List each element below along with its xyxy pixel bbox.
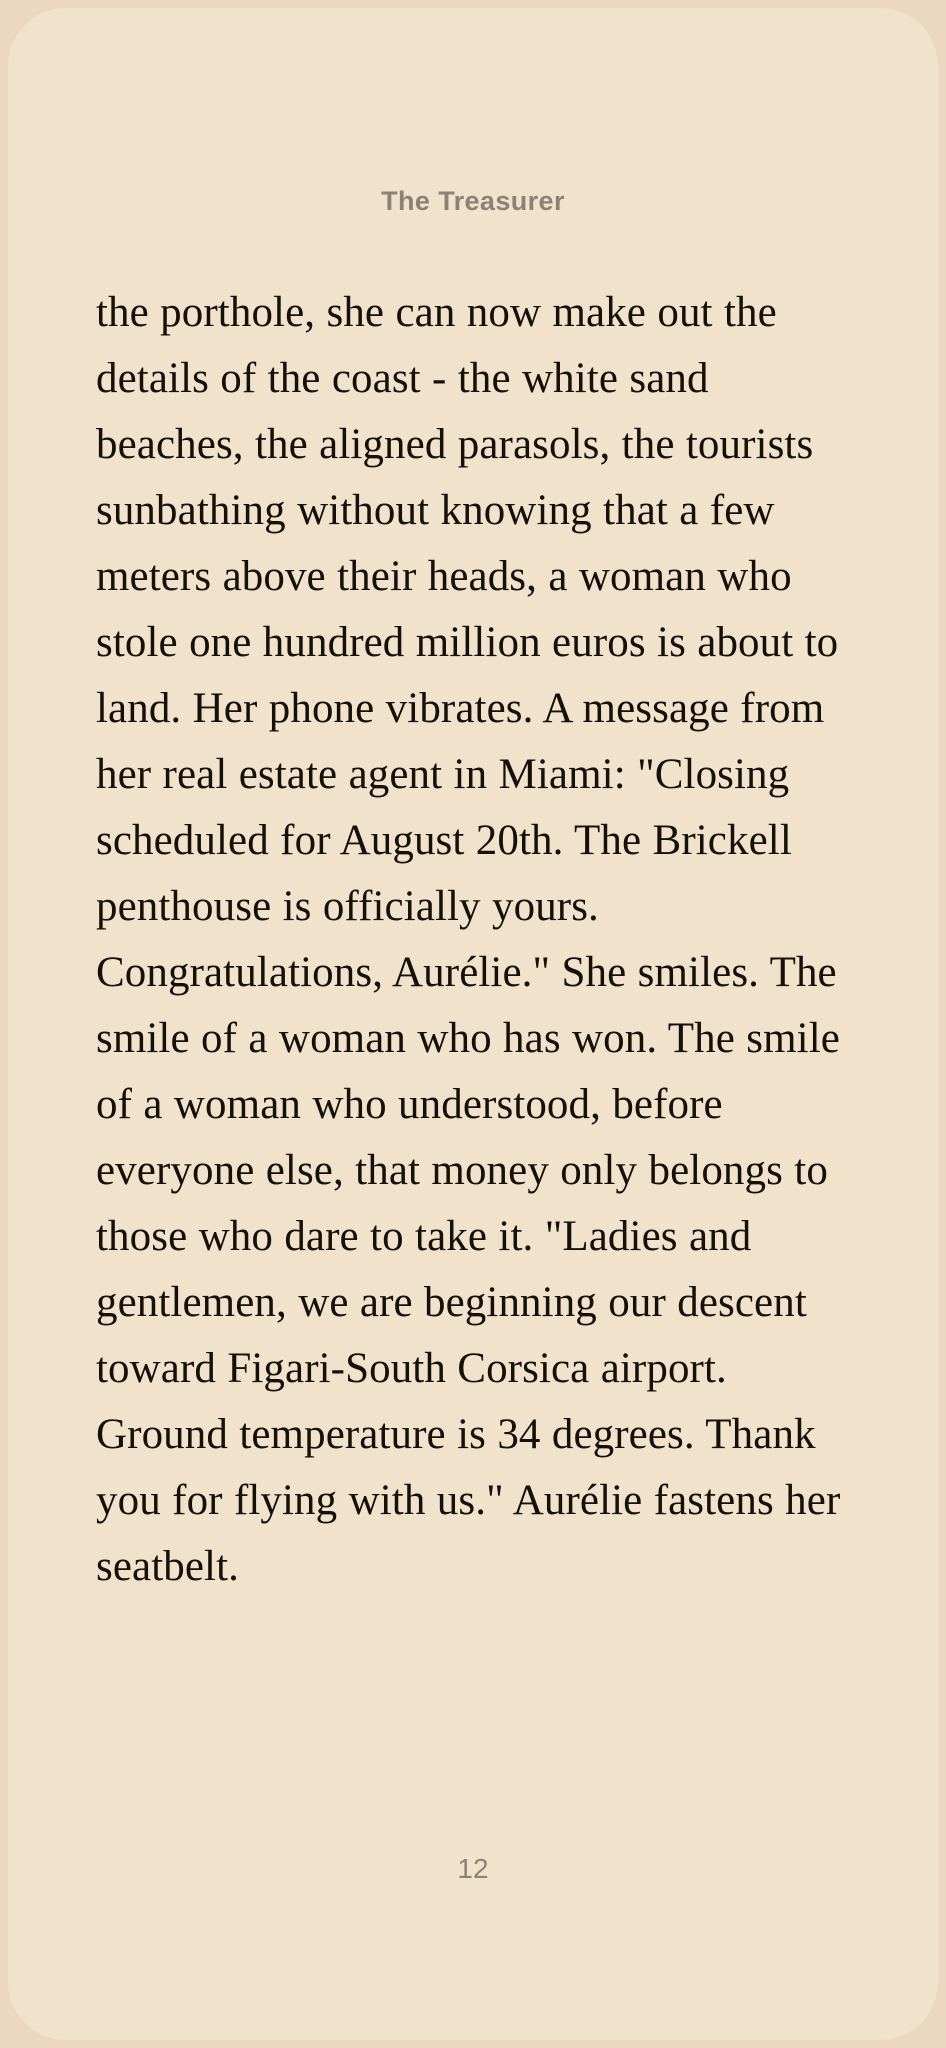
page-body-text: the porthole, she can now make out the details of the coast - the white sand beaches, the aligned parasols, the tourists sunbathing without knowing that a few meters above their heads, a woman who stole one hundred million euros is about to land. Her phone vibrates. A message from her real estate agent in Miami: "Closing scheduled for August 20th. The Brickell penthouse is officially yours. Congratulations, Aurélie." She smiles. The smile of a woman who has won. The smile of a woman who understood, before everyone else, that money only belongs to those who dare to take it. "Ladies and gentlemen, we are beginning our descent toward Figari-South Corsica airport. Ground temperature is 34 degrees. Thank you for flying with us." Aurélie fastens her seatbelt. xyxy=(96,289,841,1590)
book-title: The Treasurer xyxy=(381,186,565,216)
page-number: 12 xyxy=(457,1853,489,1884)
page-surface xyxy=(8,8,938,2040)
